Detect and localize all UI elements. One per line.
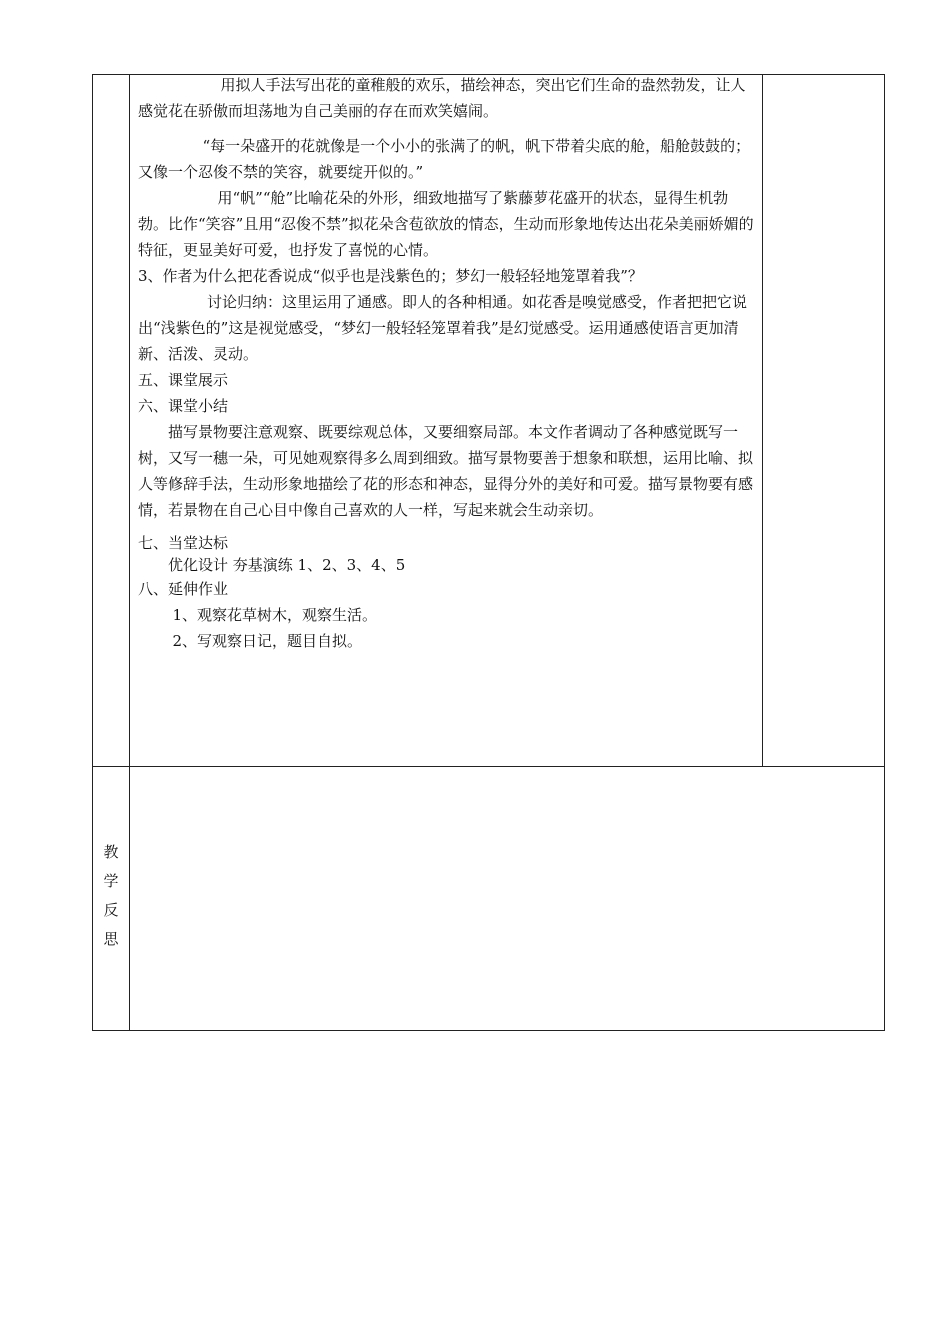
discussion-paragraph: 讨论归纳：这里运用了通感。即人的各种相通。如花香是嗅觉感受，作者把把它说出“浅紫色的”这是视觉感受，“梦幻一般轻轻笼罩着我”是幻觉感受。运用通感使语言更加清新、活泼、灵动。	[138, 293, 748, 363]
homework-item-2: 2、写观察日记，题目自拟。	[172, 632, 363, 650]
label-char: 教	[103, 843, 119, 861]
section-heading-5: 五、课堂展示	[138, 371, 229, 389]
summary-paragraph: 描写景物要注意观察、既要综观总体，又要细察局部。本文作者调动了各种感觉既写一树，又写一穗一朵，可见她观察得多么周到细致。描写景物要善于想象和联想，运用比喻、拟人等修辞手法，生动形象地描绘了花的形态和神态，显得分外的美好和可爱。描写景物要有感情，若景物在自己心目中像自己喜欢的人一样，写起来就会生动亲切。	[138, 423, 754, 519]
analysis-paragraph-1: 用拟人手法写出花的童稚般的欢乐，描绘神态，突出它们生命的盎然勃发，让人感觉花在骄傲而坦荡地为自己美丽的存在而欢笑嬉闹。	[138, 76, 746, 120]
question-3: 3、作者为什么把花香说成“似乎也是浅紫色的；梦幻一般轻轻地笼罩着我”？	[138, 267, 643, 285]
label-column-divider	[129, 74, 130, 1031]
notes-column-divider	[762, 74, 763, 767]
teaching-reflection-label	[93, 838, 129, 954]
table-bottom-border	[92, 1030, 885, 1031]
label-char: 思	[103, 930, 119, 948]
section-heading-6: 六、课堂小结	[138, 397, 229, 415]
homework-item-1: 1、观察花草树木，观察生活。	[172, 606, 378, 624]
section-heading-7: 七、当堂达标	[138, 534, 229, 552]
analysis-paragraph-2: 用“帆”“舱”比喻花朵的外形，细致地描写了紫藤萝花盛开的状态，显得生机勃勃。比作“笑容”且用“忍俊不禁”拟花朵含苞欲放的情态，生动而形象地传达出花朵美丽娇媚的特征，更显美好可爱，也抒发了喜悦的心情。	[138, 189, 754, 259]
exercise-line: 优化设计 夯基演练 1、2、3、4、5	[168, 556, 406, 574]
label-char: 反	[103, 901, 119, 919]
quote-paragraph: “每一朵盛开的花就像是一个小小的张满了的帆，帆下带着尖底的舱，船舱鼓鼓的；又像一个忍俊不禁的笑容，就要绽开似的。”	[138, 137, 751, 181]
label-char: 学	[103, 872, 119, 890]
row-divider	[92, 766, 885, 767]
section-heading-8: 八、延伸作业	[138, 580, 229, 598]
lesson-content	[138, 72, 754, 654]
table-right-border	[884, 74, 885, 1031]
